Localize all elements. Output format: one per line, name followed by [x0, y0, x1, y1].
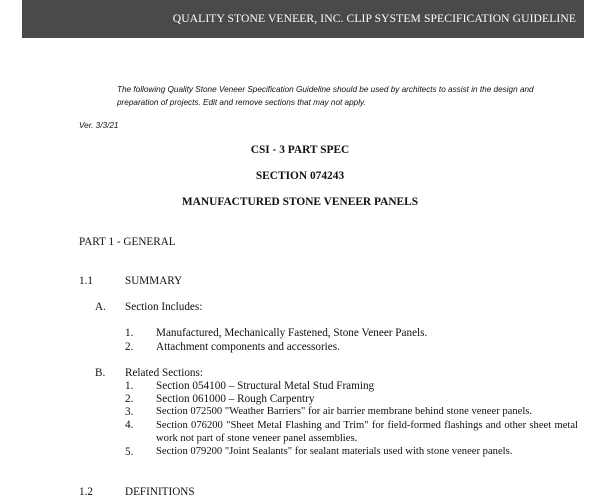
list-item-number: 2. [125, 341, 134, 353]
list-item-text: Section 079200 "Joint Sealants" for sealant materials used with stone veneer panels. [156, 446, 513, 457]
paragraph-title: Related Sections: [125, 367, 203, 379]
intro-note: The following Quality Stone Veneer Specification Guideline should be used by architects to assist in the design and preparation of projects. Edit and remove sections that may not apply. [117, 85, 534, 107]
list-item-number: 4. [125, 419, 134, 431]
paragraph-letter: B. [95, 367, 106, 379]
list-item-text: Manufactured, Mechanically Fastened, Stone Veneer Panels. [156, 327, 428, 339]
csi-heading: CSI - 3 PART SPEC [250, 144, 350, 156]
article-number: 1.2 [79, 486, 93, 498]
list-item-text: Attachment components and accessories. [156, 341, 340, 353]
header-title: QUALITY STONE VENEER, INC. CLIP SYSTEM SPECIFICATION GUIDELINE [172, 12, 576, 25]
article-number: 1.1 [79, 275, 93, 287]
article-title: SUMMARY [125, 275, 183, 287]
list-item-number: 3. [125, 406, 134, 418]
paragraph-letter: A. [95, 301, 106, 313]
list-item-text: Section 076200 "Sheet Metal Flashing and Trim" for field-formed flashings and other sheet metal work not part of stone veneer panel assemblies. [156, 420, 578, 444]
list-item-text: Section 061000 – Rough Carpentry [156, 393, 315, 405]
list-item-number: 1. [125, 327, 134, 339]
section-title-heading: MANUFACTURED STONE VENEER PANELS [181, 196, 419, 208]
section-number-heading: SECTION 074243 [255, 170, 345, 182]
header-bar [22, 0, 584, 38]
list-item-number: 1. [125, 380, 134, 392]
list-item-text: Section 072500 "Weather Barriers" for air barrier membrane behind stone veneer panels. [156, 406, 533, 417]
article-title: DEFINITIONS [125, 486, 195, 498]
version-label: Ver. 3/3/21 [79, 121, 119, 130]
part-heading: PART 1 - GENERAL [79, 236, 176, 248]
list-item-number: 5. [125, 446, 134, 458]
list-item-number: 2. [125, 393, 134, 405]
list-item-text: Section 054100 – Structural Metal Stud Framing [156, 380, 375, 392]
paragraph-title: Section Includes: [125, 301, 203, 313]
